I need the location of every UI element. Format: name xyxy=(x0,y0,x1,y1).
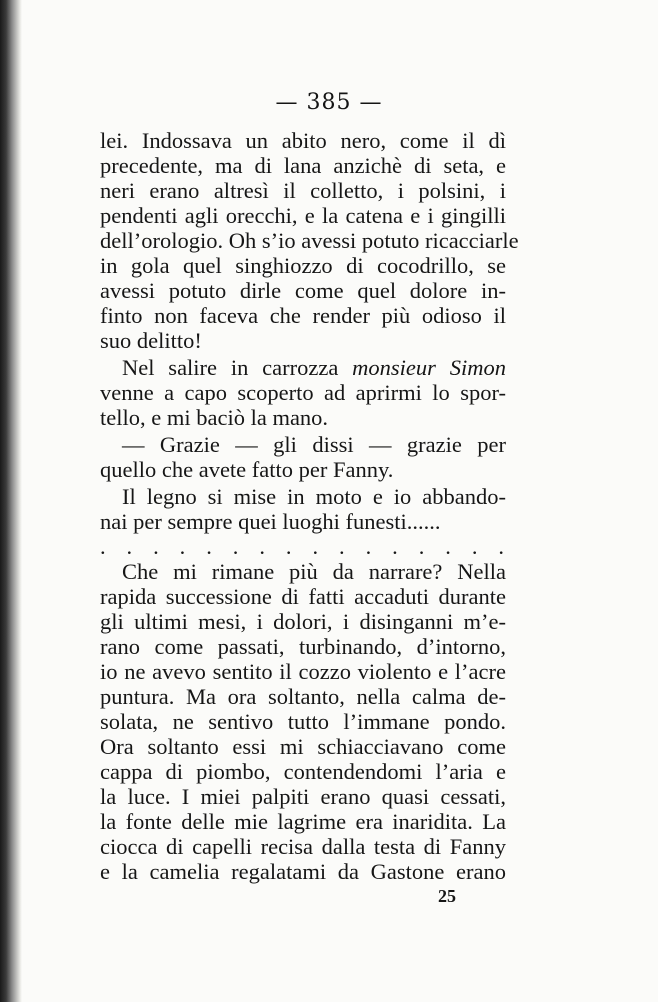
text-line: quello che avete fatto per Fanny. xyxy=(100,457,394,482)
text-line: Il legno si mise in moto e io abbando- xyxy=(122,484,506,509)
text-line: — Grazie — gli dissi — grazie per xyxy=(122,432,506,457)
dotted-separator: . . . . . . . . . . . . . . . . xyxy=(100,534,506,559)
text-line: pendenti agli orecchi, e la catena e i gingilli xyxy=(100,203,506,228)
text-line: solata, ne sentivo tutto l’immane pondo. xyxy=(100,709,506,734)
text-line xyxy=(100,355,506,380)
text-line: tello, e mi baciò la mano. xyxy=(100,405,329,430)
text-line: e la camelia regalatami da Gastone erano xyxy=(100,859,506,884)
text-line: in gola quel singhiozzo di cocodrillo, se xyxy=(100,253,506,278)
text-line: lei. Indossava un abito nero, come il dì xyxy=(100,128,506,153)
text-line: neri erano altresì il colletto, i polsini, i xyxy=(100,178,506,203)
text-line: finto non faceva che render più odioso il xyxy=(100,303,506,328)
text-line: ciocca di capelli recisa dalla testa di Fanny xyxy=(100,834,506,859)
signature-mark: 25 xyxy=(438,886,456,906)
text-line: la fonte delle mie lagrime era inaridita. La xyxy=(100,809,506,834)
text-line: venne a capo scoperto ad aprirmi lo spor- xyxy=(100,380,506,405)
text-line: rano come passati, turbinando, d’intorno, xyxy=(100,634,506,659)
text-line: puntura. Ma ora soltanto, nella calma de- xyxy=(100,684,506,709)
text-line: cappa di piombo, contendendomi l’aria e xyxy=(100,759,506,784)
text-line: avessi potuto dirle come quel dolore in- xyxy=(100,278,506,303)
text-line: precedente, ma di lana anzichè di seta, e xyxy=(100,153,506,178)
text-line: Che mi rimane più da narrare? Nella xyxy=(122,559,506,584)
text-fragment: Nel salire in carrozza xyxy=(122,355,353,380)
text-line: suo delitto! xyxy=(100,328,202,353)
italic-name: monsieur Simon xyxy=(352,355,506,380)
text-line: nai per sempre quei luoghi funesti...... xyxy=(100,509,441,534)
text-line: rapida successione di fatti accaduti durante xyxy=(100,584,506,609)
text-line: gli ultimi mesi, i dolori, i disinganni m’e- xyxy=(100,609,506,634)
text-line: dell’orologio. Oh s’io avessi potuto ricacciarle xyxy=(100,228,519,253)
text-line: io ne avevo sentito il cozzo violento e l’acre xyxy=(100,659,506,684)
page-number-header: — 385 — xyxy=(275,90,383,115)
body-text xyxy=(100,128,519,909)
binding-edge-shadow xyxy=(0,0,22,1002)
text-line: Ora soltanto essi mi schiacciavano come xyxy=(100,734,506,759)
text-line: la luce. I miei palpiti erano quasi cessati, xyxy=(100,784,506,809)
